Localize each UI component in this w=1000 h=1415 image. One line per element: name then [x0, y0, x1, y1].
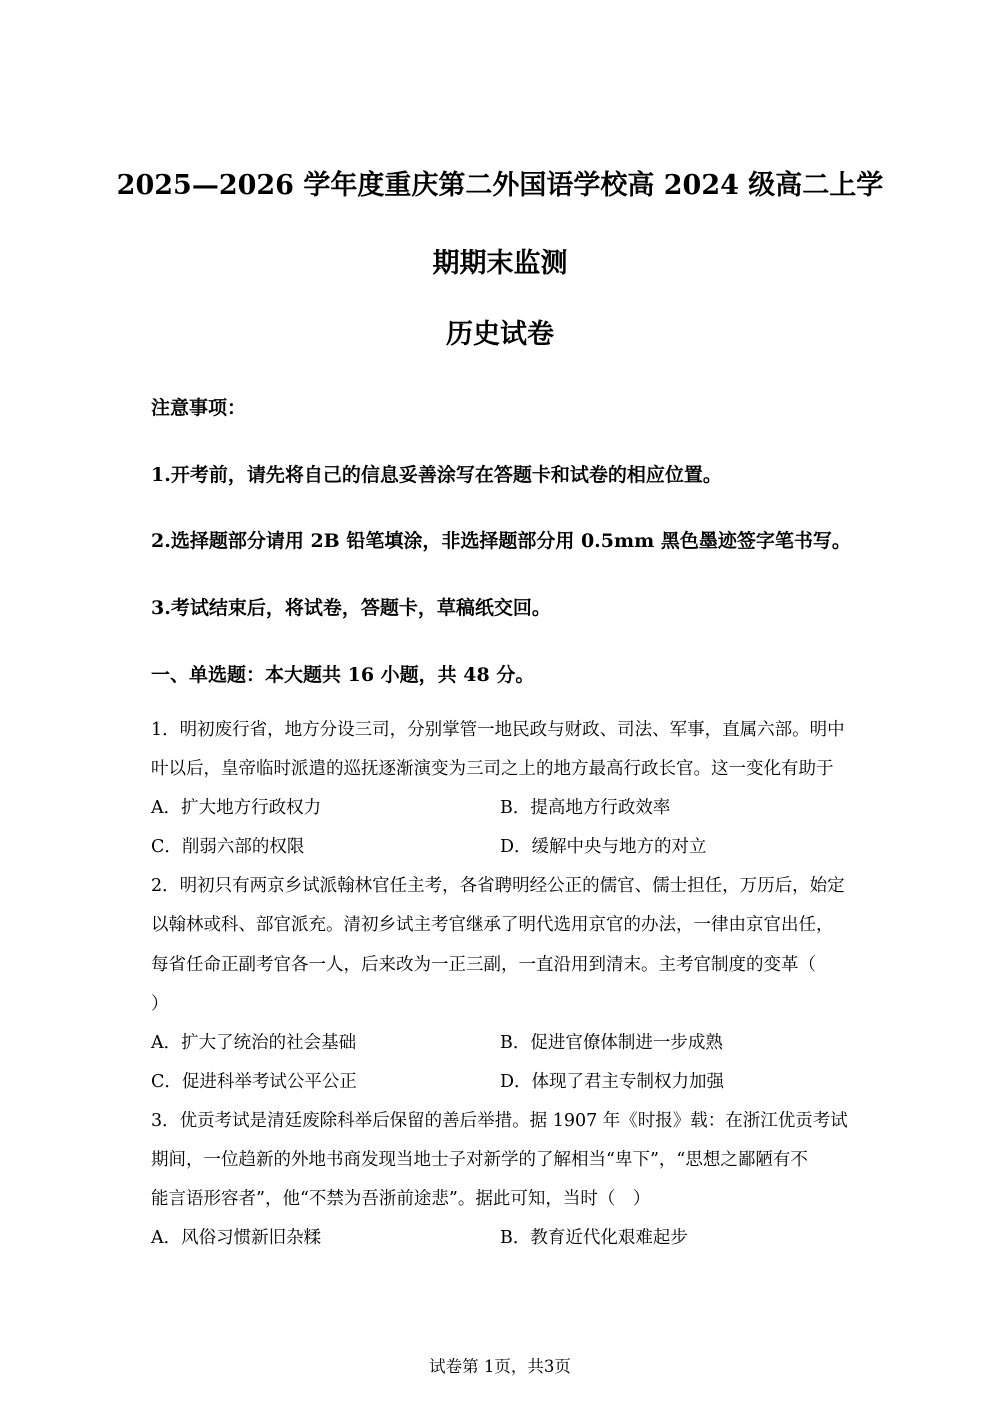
question-2-text-line: 以翰林或科、部官派充。清初乡试主考官继承了明代选用京官的办法，一律由京官出任，	[151, 915, 834, 935]
question-1-option-c: C．削弱六部的权限	[151, 837, 305, 857]
question-1-option-b: B．提高地方行政效率	[500, 798, 671, 818]
notice-heading: 注意事项：	[151, 397, 247, 419]
question-2-option-a: A．扩大了统治的社会基础	[151, 1033, 357, 1053]
exam-subject-title: 历史试卷	[446, 319, 554, 350]
question-2-option-b: B．促进官僚体制进一步成熟	[500, 1033, 723, 1053]
question-3-option-b: B．教育近代化艰难起步	[500, 1228, 688, 1248]
question-1-text-line: 1．明初废行省，地方分设三司，分别掌管一地民政与财政、司法、军事，直属六部。明中	[151, 720, 845, 740]
question-3-text-line: 3．优贡考试是清廷废除科举后保留的善后举措。据 1907 年《时报》载：在浙江优贡考试	[151, 1111, 848, 1131]
question-1-option-d: D．缓解中央与地方的对立	[500, 837, 707, 857]
question-3-text-line: 期间，一位趋新的外地书商发现当地士子对新学的了解相当“卑下”，“思想之鄙陋有不	[151, 1150, 808, 1170]
exam-title-line-1: 2025—2026 学年度重庆第二外国语学校高 2024 级高二上学	[116, 170, 884, 201]
page-footer: 试卷第 1页，共3页	[429, 1357, 571, 1376]
question-3-option-a: A．风俗习惯新旧杂糅	[151, 1228, 322, 1248]
notice-item-1: 1.开考前，请先将自己的信息妥善涂写在答题卡和试卷的相应位置。	[151, 464, 722, 486]
notice-item-3: 3.考试结束后，将试卷，答题卡，草稿纸交回。	[151, 597, 551, 619]
question-3-text-line: 能言语形容者”，他“不禁为吾浙前途悲”。据此可知，当时（ ）	[151, 1189, 651, 1209]
question-1-option-a: A．扩大地方行政权力	[151, 798, 322, 818]
question-2-text-line: ）	[151, 994, 169, 1014]
question-1-text-line: 叶以后，皇帝临时派遣的巡抚逐渐演变为三司之上的地方最高行政长官。这一变化有助于	[151, 759, 834, 779]
notice-item-2: 2.选择题部分请用 2B 铅笔填涂，非选择题部分用 0.5mm 黑色墨迹签字笔书写。	[151, 530, 851, 552]
question-2-text-line: 2．明初只有两京乡试派翰林官任主考，各省聘明经公正的儒官、儒士担任，万历后，始定	[151, 876, 845, 896]
section-heading: 一、单选题：本大题共 16 小题，共 48 分。	[151, 664, 535, 686]
exam-title-line-2: 期期末监测	[432, 248, 568, 279]
question-2-option-c: C．促进科举考试公平公正	[151, 1072, 357, 1092]
question-2-text-line: 每省任命正副考官各一人，后来改为一正三副，一直沿用到清末。主考官制度的变革（	[151, 955, 816, 975]
question-2-option-d: D．体现了君主专制权力加强	[500, 1072, 725, 1092]
